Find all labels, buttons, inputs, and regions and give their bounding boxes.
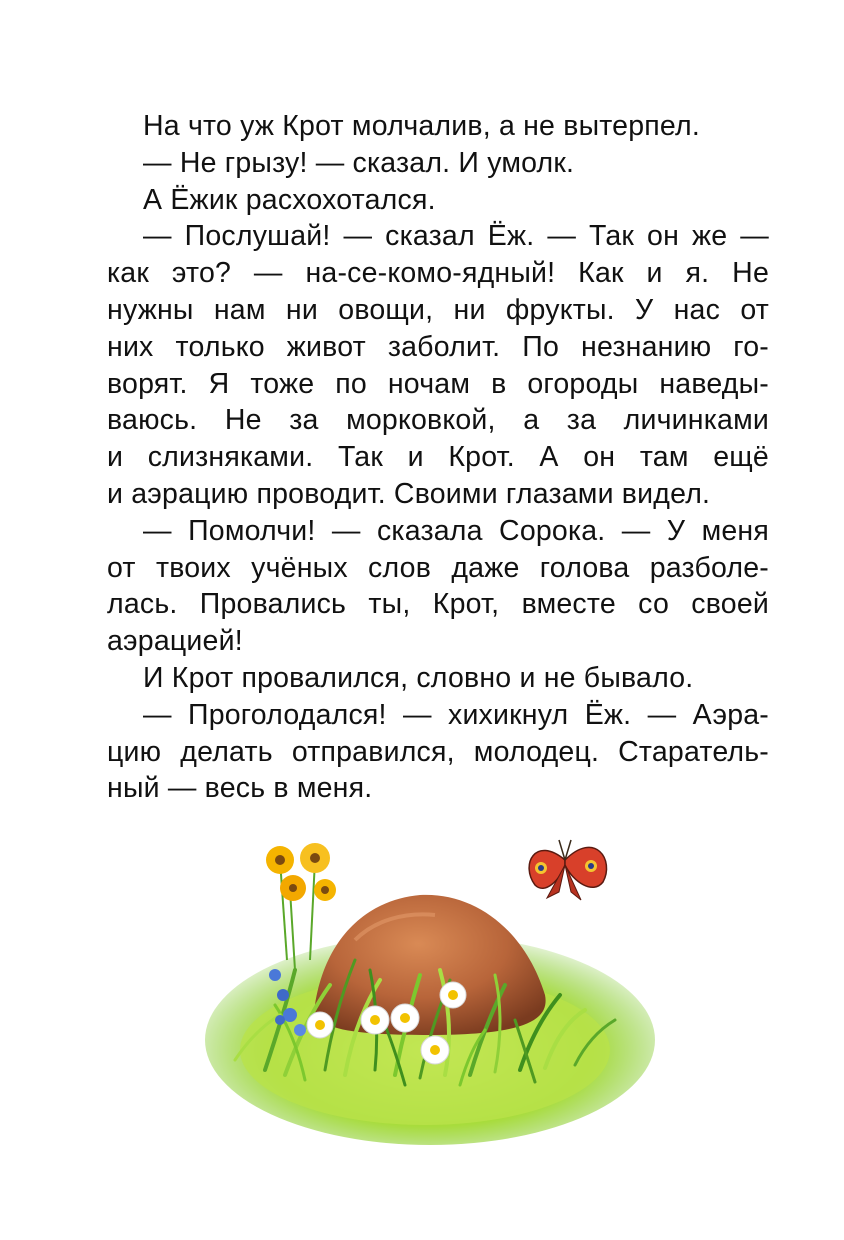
- text-line: как это? — на-се-комо-ядный! Как и я. Не: [107, 257, 769, 290]
- story-text: [107, 108, 769, 807]
- butterfly-icon: [529, 840, 606, 900]
- text-line: нужны нам ни овощи, ни фрукты. У нас от: [107, 293, 769, 326]
- text-line: — Послушай! — сказал Ёж. — Так он же —: [143, 220, 769, 253]
- daisy: [421, 1036, 449, 1064]
- text-line: и аэрацию проводит. Своими глазами видел.: [107, 477, 711, 510]
- yellow-flower: [300, 843, 330, 873]
- text-line: от твоих учёных слов даже голова разболе-: [107, 551, 769, 584]
- text-line: цию делать отправился, молодец. Старатель-: [107, 735, 769, 768]
- daisy: [391, 1004, 419, 1032]
- mole-hill-picture: [205, 820, 655, 1160]
- text-line: На что уж Крот молчалив, а не вытерпел.: [143, 110, 700, 142]
- text-line: и слизняками. Так и Крот. А он там ещё: [107, 441, 769, 474]
- yellow-flower: [266, 846, 294, 874]
- text-line: — Помолчи! — сказала Сорока. — У меня: [143, 514, 769, 547]
- text-line: ваюсь. Не за морковкой, а за личинками: [107, 404, 769, 437]
- yellow-flower: [314, 879, 336, 901]
- mole-hill-illustration: [205, 820, 655, 1160]
- text-line: них только живот заболит. По незнанию го-: [107, 330, 769, 363]
- text-line: — Не грызу! — сказал. И умолк.: [143, 146, 575, 179]
- daisy: [361, 1006, 389, 1034]
- text-line: ный — весь в меня.: [107, 772, 373, 805]
- text-line: аэрацией!: [107, 625, 243, 658]
- text-line: ворят. Я тоже по ночам в огороды наведы-: [107, 367, 769, 400]
- daisy: [440, 982, 466, 1008]
- text-line: А Ёжик расхохотался.: [143, 183, 436, 216]
- text-line: — Проголодался! — хихикнул Ёж. — Аэра-: [143, 698, 769, 731]
- text-line: И Крот провалился, словно и не бывало.: [143, 661, 694, 694]
- yellow-flower: [280, 875, 306, 901]
- text-line: лась. Провались ты, Крот, вместе со своей: [107, 588, 769, 621]
- daisy: [307, 1012, 333, 1038]
